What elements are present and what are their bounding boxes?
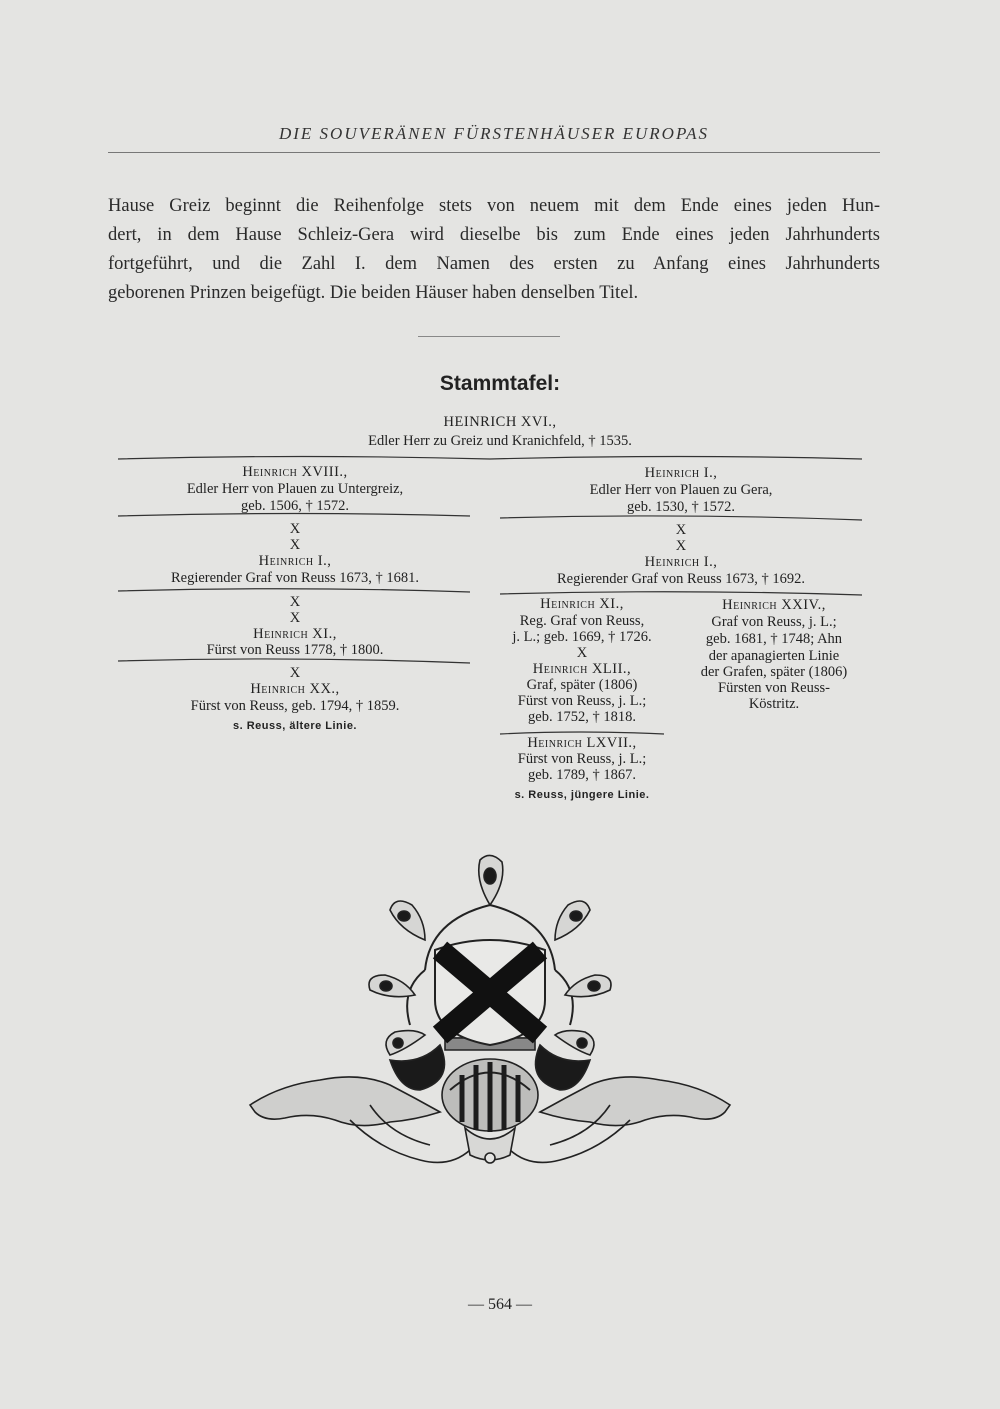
tree-generation-marker: X	[289, 537, 301, 553]
tree-right-b-detail: Graf von Reuss, j. L.;	[711, 614, 837, 630]
tree-right-node-1-name: Heinrich I.,	[644, 465, 718, 481]
tree-right-a-node-3-detail: Fürst von Reuss, j. L.;	[517, 751, 647, 767]
intro-line: geborenen Prinzen beigefügt. Die beiden Häuser haben denselben Titel.	[108, 283, 639, 303]
tree-generation-marker: X	[289, 521, 301, 537]
running-title: DIE SOUVERÄNEN FÜRSTENHÄUSER EUROPAS	[278, 124, 710, 143]
tree-generation-marker: X	[289, 594, 301, 610]
tree-right-b-detail: der apanagierten Linie	[708, 648, 840, 664]
tree-left-node-2-name: Heinrich I.,	[258, 553, 332, 569]
tree-left-node-1-name: Heinrich XVIII.,	[242, 464, 348, 480]
tree-left-reference: s. Reuss, ältere Linie.	[233, 720, 357, 732]
page-number: — 564 —	[468, 1296, 532, 1313]
intro-line: fortgeführt, und die Zahl I. dem Namen des ersten zu Anfang eines Jahrhunderts	[108, 254, 880, 274]
tree-right-b-detail: Köstritz.	[748, 696, 800, 712]
stammtafel-title: Stammtafel:	[439, 372, 561, 395]
tree-right-b-detail: der Grafen, später (1806)	[700, 664, 848, 680]
tree-root-detail: Edler Herr zu Greiz und Kranichfeld, † 1535.	[368, 433, 632, 449]
tree-left-node-3-detail: Fürst von Reuss 1778, † 1800.	[206, 642, 384, 658]
tree-generation-marker: X	[675, 538, 687, 554]
tree-right-a-node-2-dates: geb. 1752, † 1818.	[528, 709, 636, 725]
tree-right-a-node-1-name: Heinrich XI.,	[540, 596, 624, 612]
tree-generation-marker: X	[289, 665, 301, 681]
intro-line: dert, in dem Hause Schleiz-Gera wird dieselbe bis zum Ende eines jeden Jahrhunderts	[108, 225, 880, 245]
tree-generation-marker: X	[576, 645, 588, 661]
tree-left-node-4-name: Heinrich XX.,	[250, 681, 340, 697]
tree-left-node-1-dates: geb. 1506, † 1572.	[241, 498, 349, 514]
tree-right-a-node-2-detail: Graf, später (1806)	[526, 677, 638, 693]
tree-right-node-1-detail: Edler Herr von Plauen zu Gera,	[589, 482, 773, 498]
tree-left-node-3-name: Heinrich XI.,	[253, 626, 337, 642]
tree-right-a-node-1-dates: j. L.; geb. 1669, † 1726.	[512, 629, 652, 645]
tree-right-a-node-3-dates: geb. 1789, † 1867.	[528, 767, 636, 783]
tree-root-name: HEINRICH XVI.,	[443, 414, 557, 430]
tree-right-node-2-name: Heinrich I.,	[644, 554, 718, 570]
tree-left-node-2-detail: Regierender Graf von Reuss 1673, † 1681.	[170, 570, 420, 586]
tree-right-a-node-1-detail: Reg. Graf von Reuss,	[519, 613, 645, 629]
tree-left-node-4-detail: Fürst von Reuss, geb. 1794, † 1859.	[190, 698, 400, 714]
tree-right-a-node-2-name: Heinrich XLII.,	[532, 661, 632, 677]
tree-right-reference: s. Reuss, jüngere Linie.	[514, 789, 650, 801]
tree-right-a-node-2-detail: Fürst von Reuss, j. L.;	[517, 693, 647, 709]
tree-right-node-2-detail: Regierender Graf von Reuss 1673, † 1692.	[556, 571, 806, 587]
coat-of-arms-icon	[240, 850, 740, 1210]
tree-right-b-detail: geb. 1681, † 1748; Ahn	[705, 631, 843, 647]
tree-left-node-1-detail: Edler Herr von Plauen zu Untergreiz,	[186, 481, 404, 497]
tree-right-node-1-dates: geb. 1530, † 1572.	[627, 499, 735, 515]
intro-line: Hause Greiz beginnt die Reihenfolge stets von neuem mit dem Ende eines jeden Hun-	[108, 196, 880, 216]
tree-right-b-node-name: Heinrich XXIV.,	[722, 597, 826, 613]
tree-generation-marker: X	[675, 522, 687, 538]
tree-generation-marker: X	[289, 610, 301, 626]
tree-right-a-node-3-name: Heinrich LXVII.,	[527, 735, 637, 751]
tree-right-b-detail: Fürsten von Reuss-	[718, 680, 830, 696]
